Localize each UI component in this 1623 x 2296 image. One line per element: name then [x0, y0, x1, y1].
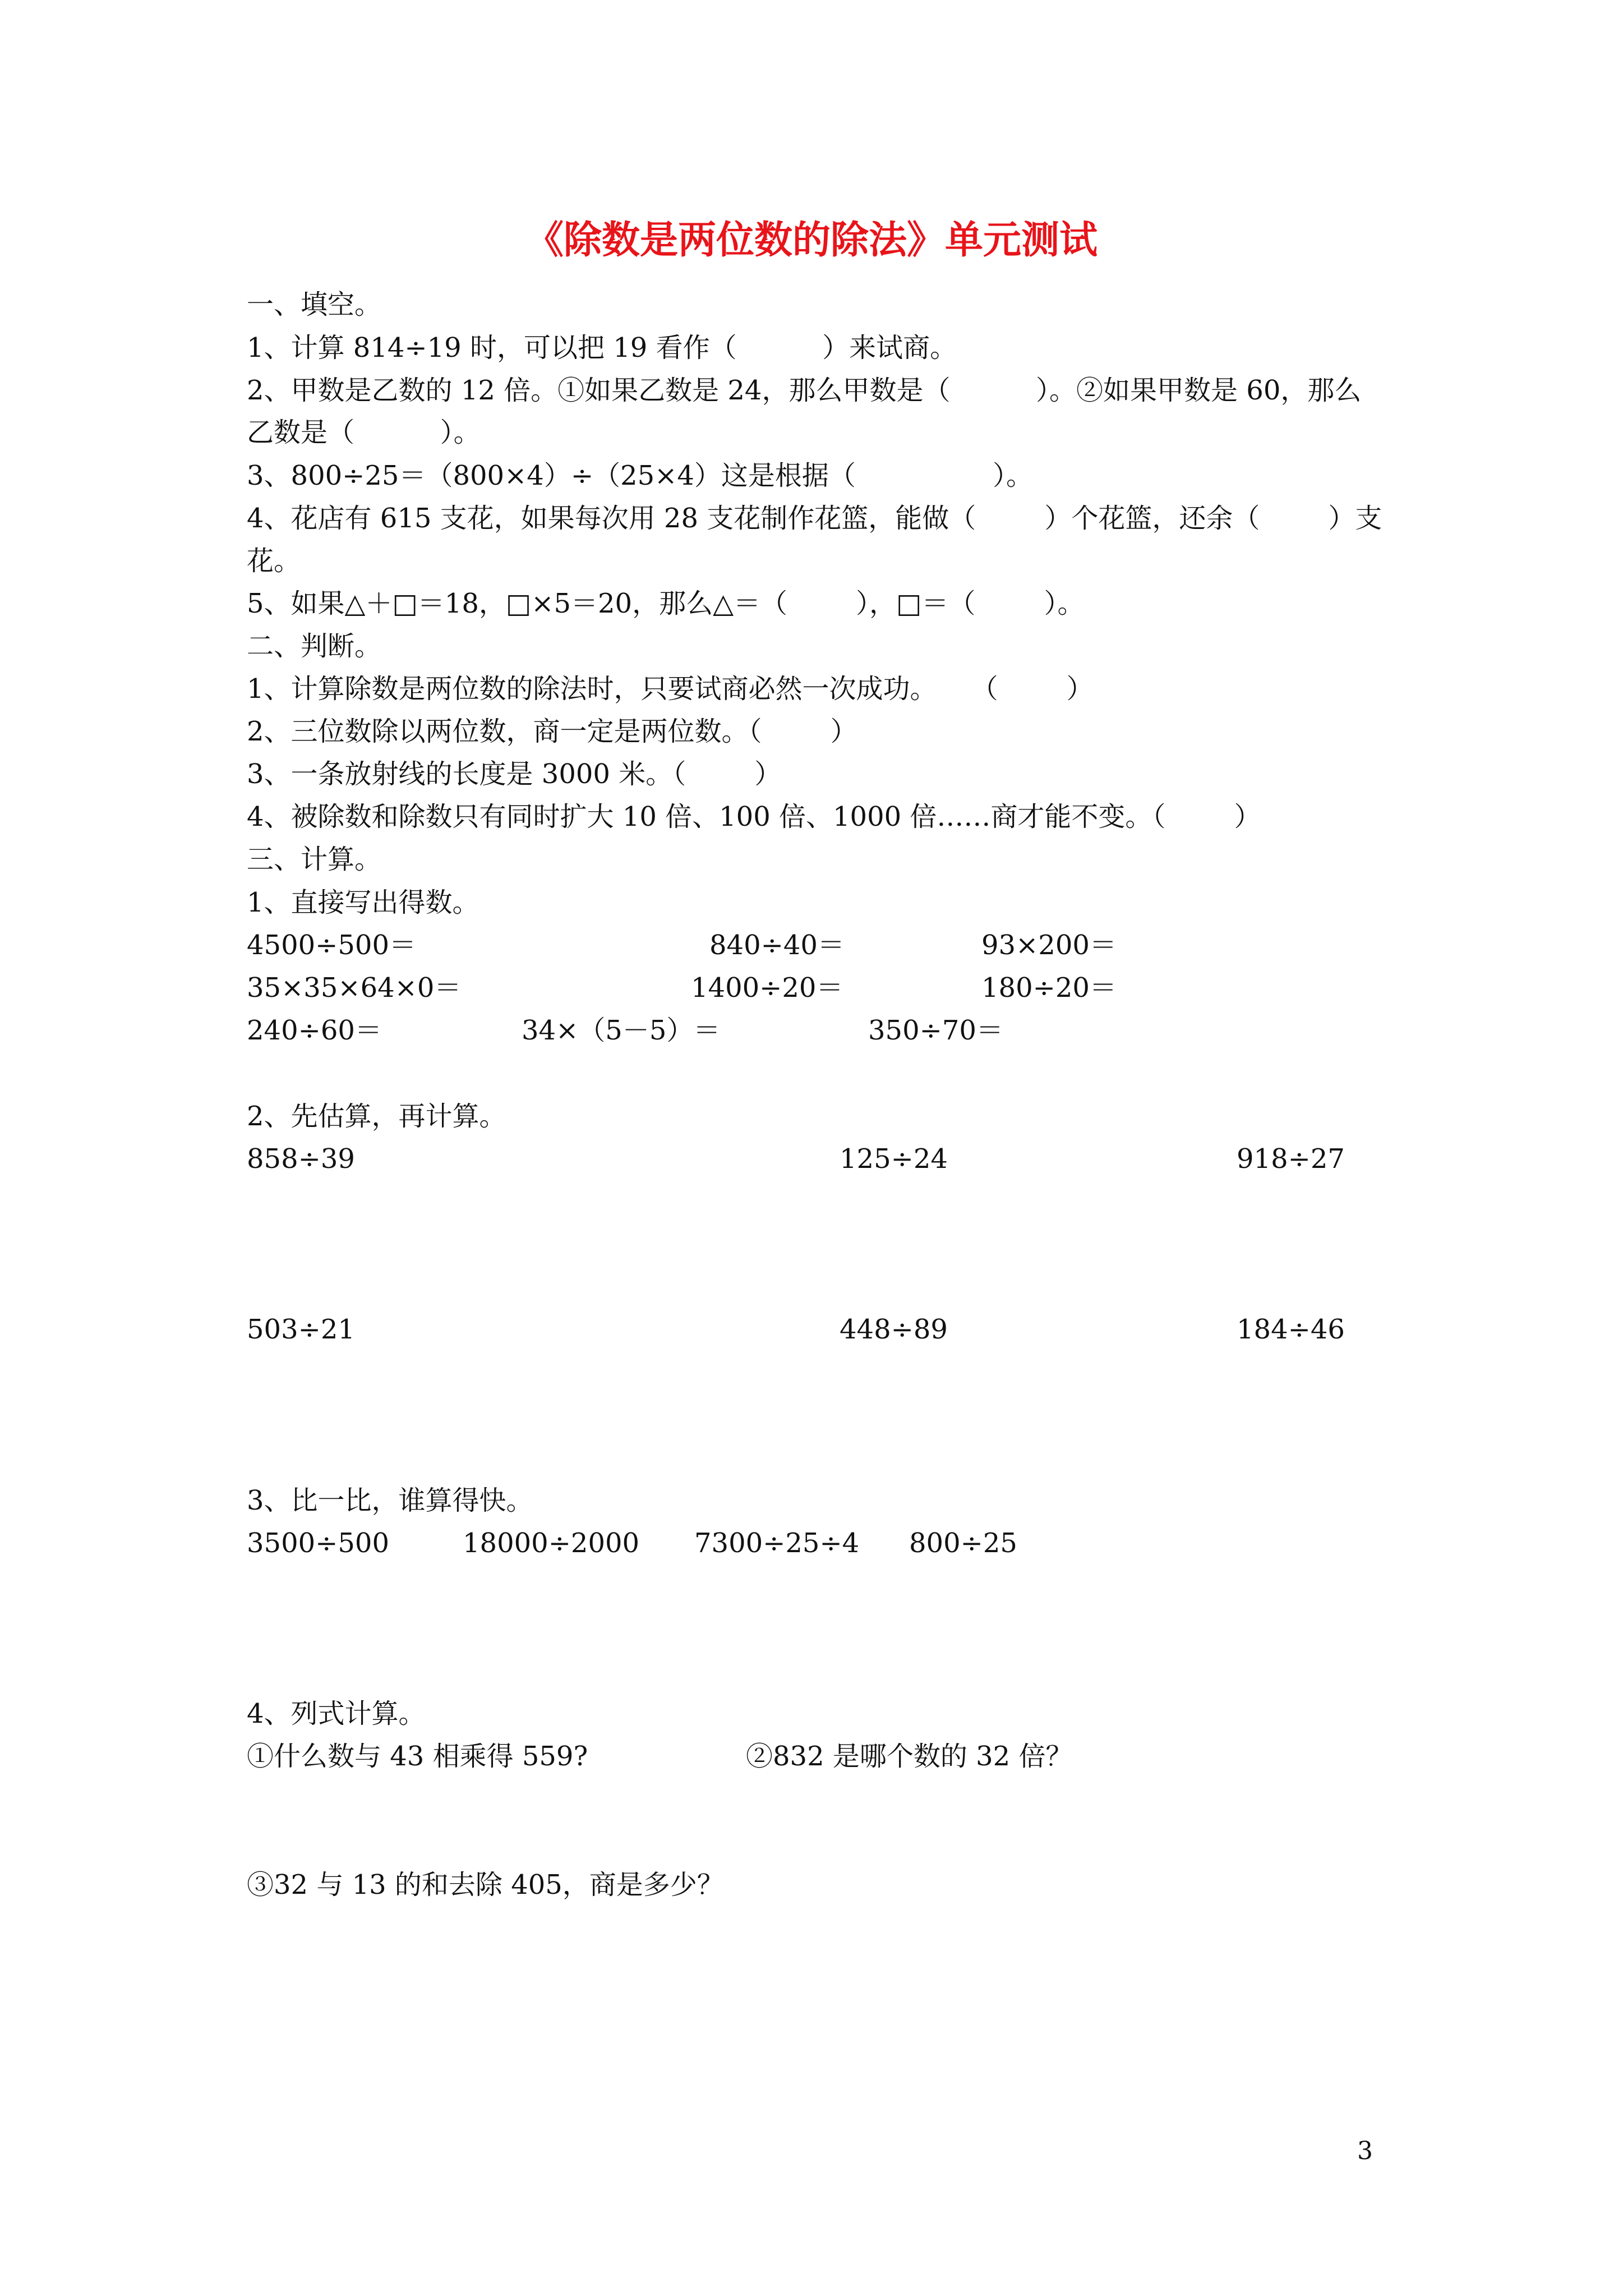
oral-calc-item: 240÷60＝ — [247, 1015, 382, 1046]
calc-part-4-heading: 4、列式计算。 — [247, 1698, 426, 1729]
estimate-item: 184÷46 — [1237, 1314, 1345, 1345]
judge-question-4: 4、被除数和除数只有同时扩大 10 倍、100 倍、1000 倍……商才能不变。（ ） — [247, 801, 1261, 832]
equation-question-2: ②832 是哪个数的 32 倍？ — [746, 1741, 1073, 1772]
oral-calc-item: 4500÷500＝ — [247, 930, 416, 961]
oral-calc-item: 1400÷20＝ — [691, 972, 843, 1004]
page-title: 《除数是两位数的除法》单元测试 — [525, 218, 1098, 263]
section-3-heading: 三、计算。 — [247, 844, 382, 875]
estimate-item: 448÷89 — [840, 1314, 948, 1345]
fill-question-2-line-2: 乙数是（ ）。 — [247, 417, 481, 448]
section-2-heading: 二、判断。 — [247, 631, 382, 662]
oral-calc-item: 93×200＝ — [981, 930, 1117, 961]
estimate-item: 858÷39 — [247, 1143, 355, 1175]
compare-item: 3500÷500 — [247, 1527, 389, 1559]
fill-question-4-line-1: 4、花店有 615 支花，如果每次用 28 支花制作花篮，能做（ ）个花篮，还余（ ）支 — [247, 503, 1382, 534]
equation-question-1: ①什么数与 43 相乘得 559? — [247, 1741, 588, 1772]
fill-question-4-line-2: 花。 — [247, 545, 301, 577]
calc-part-2-heading: 2、先估算，再计算。 — [247, 1101, 506, 1132]
compare-item: 800÷25 — [909, 1527, 1017, 1559]
fill-question-1: 1、计算 814÷19 时，可以把 19 看作（ ）来试商。 — [247, 332, 957, 364]
oral-calc-item: 34×（5－5）＝ — [522, 1015, 721, 1046]
oral-calc-item: 35×35×64×0＝ — [247, 972, 462, 1004]
equation-question-3: ③32 与 13 的和去除 405，商是多少？ — [247, 1869, 724, 1901]
fill-question-3: 3、800÷25＝（800×4）÷（25×4）这是根据（ ）。 — [247, 460, 1034, 491]
judge-question-2: 2、三位数除以两位数，商一定是两位数。（ ） — [247, 716, 857, 747]
oral-calc-item: 180÷20＝ — [981, 972, 1117, 1004]
judge-question-1: 1、计算除数是两位数的除法时，只要试商必然一次成功。 （ ） — [247, 673, 1094, 705]
calc-part-1-heading: 1、直接写出得数。 — [247, 887, 479, 918]
oral-calc-item: 840÷40＝ — [709, 930, 845, 961]
estimate-item: 503÷21 — [247, 1314, 355, 1345]
compare-item: 7300÷25÷4 — [694, 1527, 860, 1559]
estimate-item: 125÷24 — [840, 1143, 948, 1175]
page-number: 3 — [1357, 2137, 1373, 2165]
fill-question-2-line-1: 2、甲数是乙数的 12 倍。①如果乙数是 24，那么甲数是（ ）。②如果甲数是 60，那么 — [247, 375, 1362, 406]
estimate-item: 918÷27 — [1237, 1143, 1345, 1175]
judge-question-3: 3、一条放射线的长度是 3000 米。（ ） — [247, 758, 782, 790]
fill-question-5: 5、如果△＋□＝18，□×5＝20，那么△＝（ ），□＝（ ）。 — [247, 588, 1085, 619]
oral-calc-item: 350÷70＝ — [868, 1015, 1003, 1046]
section-1-heading: 一、填空。 — [247, 289, 382, 320]
compare-item: 18000÷2000 — [463, 1527, 640, 1559]
calc-part-3-heading: 3、比一比，谁算得快。 — [247, 1485, 533, 1516]
